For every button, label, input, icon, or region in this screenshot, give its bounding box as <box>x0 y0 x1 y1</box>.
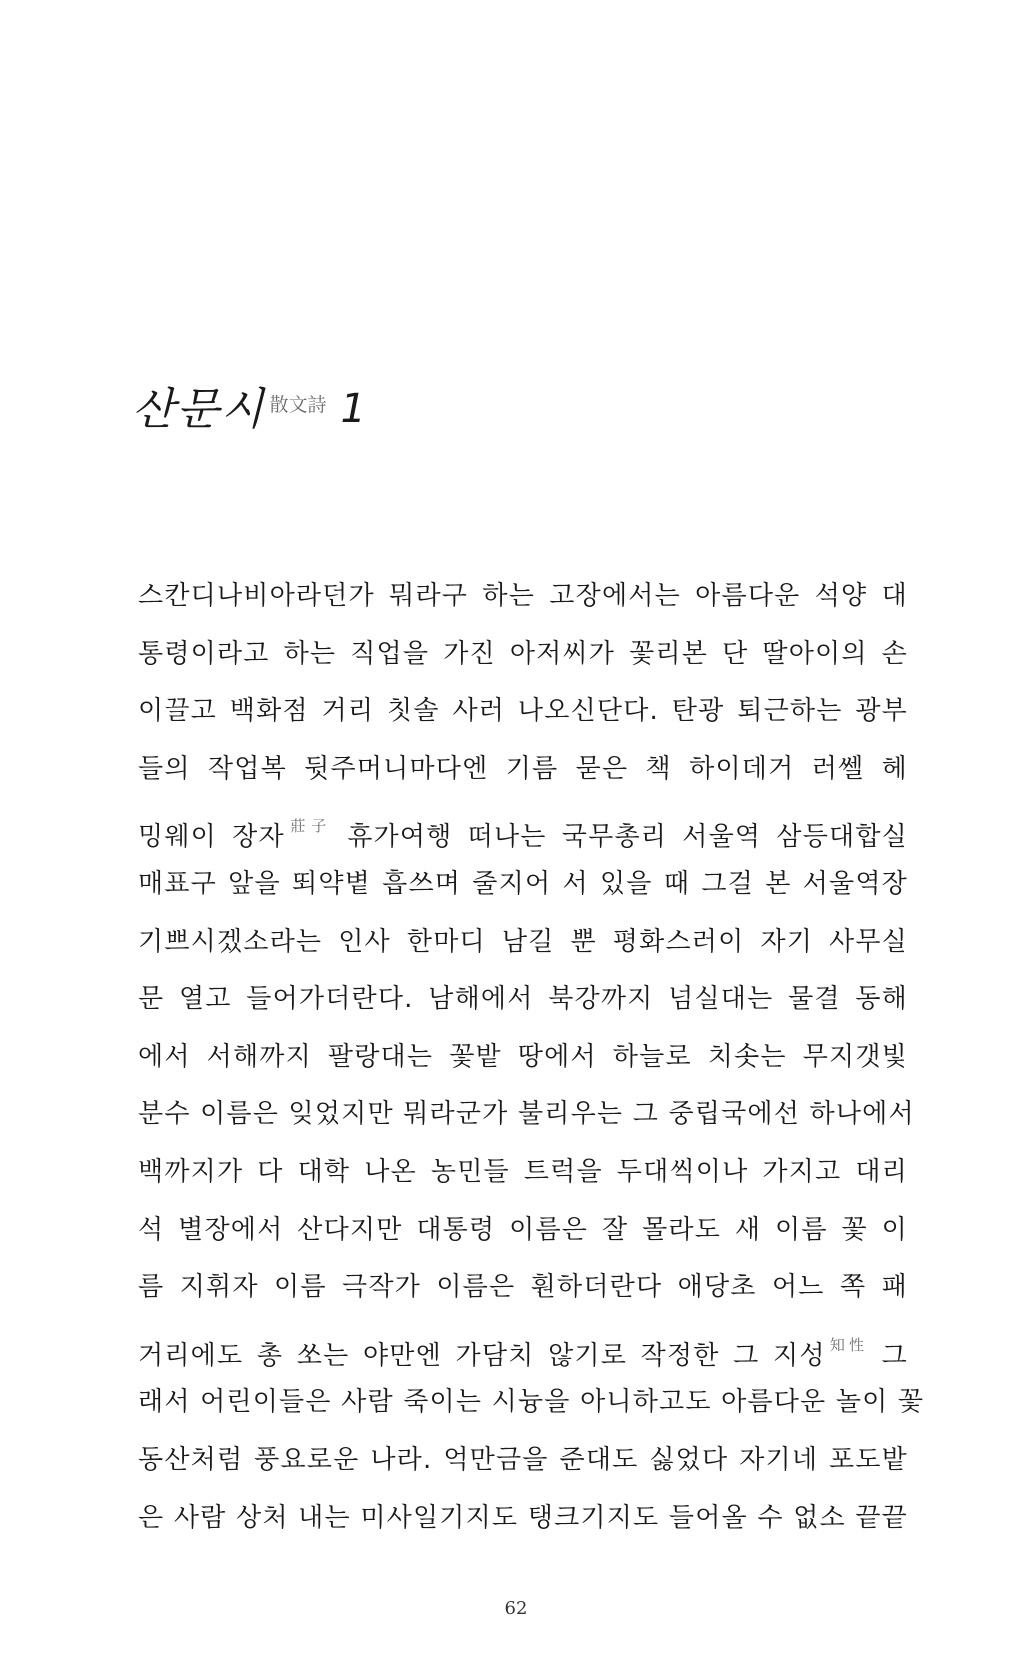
hanja-annotation: 知性 <box>825 1335 869 1354</box>
poem-line: 이끌고 백화점 거리 칫솔 사러 나오신단다. 탄광 퇴근하는 광부 <box>138 696 908 727</box>
poem-line: 동산처럼 풍요로운 나라. 억만금을 준대도 싫었다 자기네 포도밭 <box>138 1444 908 1475</box>
poem-line: 은 사람 상처 내는 미사일기지도 탱크기지도 들어올 수 없소 끝끝 <box>138 1502 908 1533</box>
poem-line: 에서 서해까지 팔랑대는 꽃밭 땅에서 하늘로 치솟는 무지갯빛 <box>138 1041 908 1072</box>
poem-line: 분수 이름은 잊었지만 뭐라군가 불리우는 그 중립국에선 하나에서 <box>138 1099 915 1130</box>
poem-line: 래서 어린이들은 사람 죽이는 시늉을 아니하고도 아름다운 놀이 꽃 <box>138 1387 925 1418</box>
poem-line: 들의 작업복 뒷주머니마다엔 기름 묻은 책 하이데거 러쎌 헤 <box>138 753 908 784</box>
poem-line: 석 별장에서 산다지만 대통령 이름은 잘 몰라도 새 이름 꽃 이 <box>138 1214 908 1245</box>
poem-line: 기쁘시겠소라는 인사 한마디 남길 뿐 평화스러이 자기 사무실 <box>138 926 908 957</box>
poem-line: 름 지휘자 이름 극작가 이름은 훤하더란다 애당초 어느 쪽 패 <box>138 1272 908 1303</box>
poem-line: 문 열고 들어가더란다. 남해에서 북강까지 넘실대는 물결 동해 <box>138 984 908 1015</box>
poem-line: 백까지가 다 대학 나온 농민들 트럭을 두대씩이나 가지고 대리 <box>138 1156 908 1187</box>
poem-line: 밍웨이 장자$^{莊子}$ 휴가여행 떠나는 국무총리 서울역 삼등대합실 <box>138 817 908 853</box>
poem-line: 매표구 앞을 뙤약볕 흡쓰며 줄지어 서 있을 때 그걸 본 서울역장 <box>138 868 908 899</box>
hanja-annotation: 莊子 <box>284 817 332 836</box>
poem-title-hanja: 散文詩 <box>269 394 327 416</box>
poem-line: 거리에도 총 쏘는 야만엔 가담치 않기로 작정한 그 지성$^{知性}$ 그 <box>138 1335 909 1371</box>
poem-title-text: 산문시 <box>132 384 266 435</box>
poem-body <box>138 568 925 1547</box>
poem-title <box>132 384 366 435</box>
poem-line: 스칸디나비아라던가 뭐라구 하는 고장에서는 아름다운 석양 대 <box>138 581 908 611</box>
poem-title-number: 1 <box>340 386 366 432</box>
poem-line: 통령이라고 하는 직업을 가진 아저씨가 꽃리본 단 딸아이의 손 <box>138 638 908 669</box>
page-number: 62 <box>504 1598 528 1619</box>
